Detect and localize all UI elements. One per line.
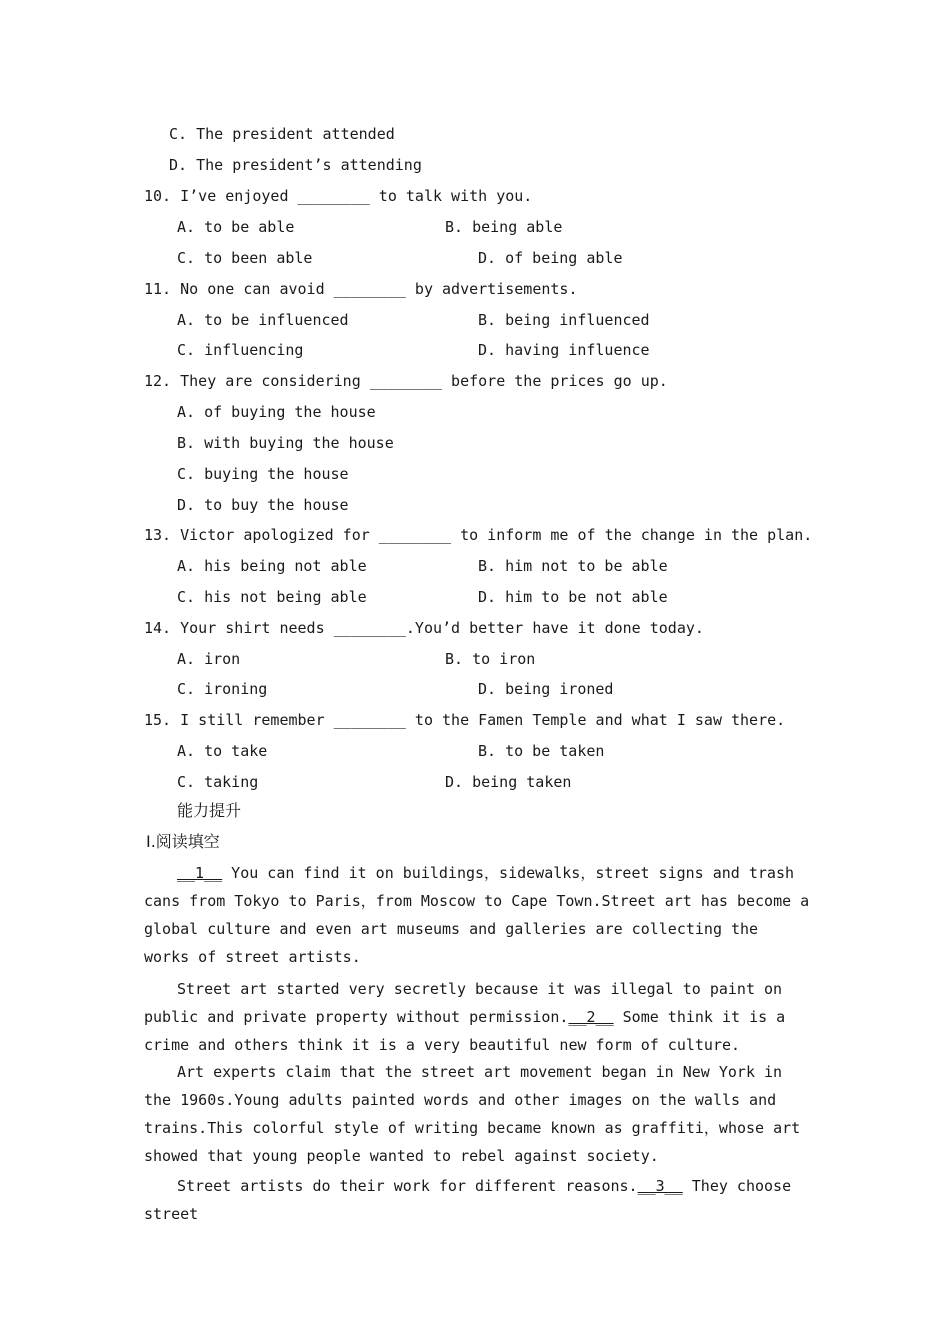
blank-number-1: __1__ <box>177 864 223 882</box>
paragraph-4-text-a: Street artists do their work for different reasons. <box>177 1177 638 1195</box>
paragraph-3-text: Art experts claim that the street art movement began in New York in the 1960s.Young adults painted words and other images on the walls and trains.This colorful style of writing became known as graffiti，whose art showed that young people wanted to rebel against society. <box>144 1063 801 1165</box>
q15-stem: 15. I still remember ________ to the Famen Temple and what I saw there. <box>144 711 786 729</box>
q11-stem: 11. No one can avoid ________ by advertisements. <box>144 280 578 298</box>
q10-option-d: D. of being able <box>478 249 623 267</box>
q14-option-b: B. to iron <box>445 650 536 668</box>
q9-option-c: C. The president attended <box>169 125 395 143</box>
paragraph-2-text-b: Some think it is a crime and others think it is a very beautiful new form of culture. <box>144 1008 786 1054</box>
q13-option-b: B. him not to be able <box>478 557 668 575</box>
q10-option-b: B. being able <box>445 218 563 236</box>
paragraph-2-text-a: Street art started very secretly because it was illegal to paint on public and private property without permission. <box>144 980 783 1026</box>
q9-option-d: D. The president’s attending <box>169 156 422 174</box>
q15-option-b: B. to be taken <box>478 742 605 760</box>
passage-paragraph-1 <box>144 859 812 971</box>
q14-stem: 14. Your shirt needs ________.You’d better have it done today. <box>144 619 704 637</box>
passage-paragraph-4 <box>144 1172 812 1228</box>
q10-option-a: A. to be able <box>177 218 295 236</box>
q14-option-d: D. being ironed <box>478 680 614 698</box>
q13-option-a: A. his being not able <box>177 557 367 575</box>
q13-option-d: D. him to be not able <box>478 588 668 606</box>
q11-option-c: C. influencing <box>177 341 304 359</box>
paragraph-1-text: You can find it on buildings，sidewalks，street signs and trash cans from Tokyo to Paris，from Moscow to Cape Town.Street art has become a global culture and even art museums and galleries are collecting the works of street artists. <box>144 864 810 966</box>
q15-option-c: C. taking <box>177 773 259 791</box>
section-subtitle: Ⅰ.阅读填空 <box>146 832 220 851</box>
q12-stem: 12. They are considering ________ before the prices go up. <box>144 372 668 390</box>
q11-option-b: B. being influenced <box>478 311 650 329</box>
q11-option-d: D. having influence <box>478 341 650 359</box>
q14-option-c: C. ironing <box>177 680 268 698</box>
q12-option-b: B. with buying the house <box>177 434 394 452</box>
q13-stem: 13. Victor apologized for ________ to inform me of the change in the plan. <box>144 526 813 544</box>
q14-option-a: A. iron <box>177 650 241 668</box>
q12-option-d: D. to buy the house <box>177 496 349 514</box>
passage-paragraph-3 <box>144 1058 812 1170</box>
q10-stem: 10. I’ve enjoyed ________ to talk with you. <box>144 187 533 205</box>
q15-option-d: D. being taken <box>445 773 572 791</box>
passage-paragraph-2 <box>144 975 812 1059</box>
blank-number-2: __2__ <box>568 1008 614 1026</box>
q12-option-a: A. of buying the house <box>177 403 376 421</box>
blank-number-3: __3__ <box>637 1177 683 1195</box>
q11-option-a: A. to be influenced <box>177 311 349 329</box>
q13-option-c: C. his not being able <box>177 588 367 606</box>
q12-option-c: C. buying the house <box>177 465 349 483</box>
section-title: 能力提升 <box>177 801 242 820</box>
q15-option-a: A. to take <box>177 742 268 760</box>
q10-option-c: C. to been able <box>177 249 313 267</box>
paragraph-4-text-b: They choose street <box>144 1177 792 1223</box>
